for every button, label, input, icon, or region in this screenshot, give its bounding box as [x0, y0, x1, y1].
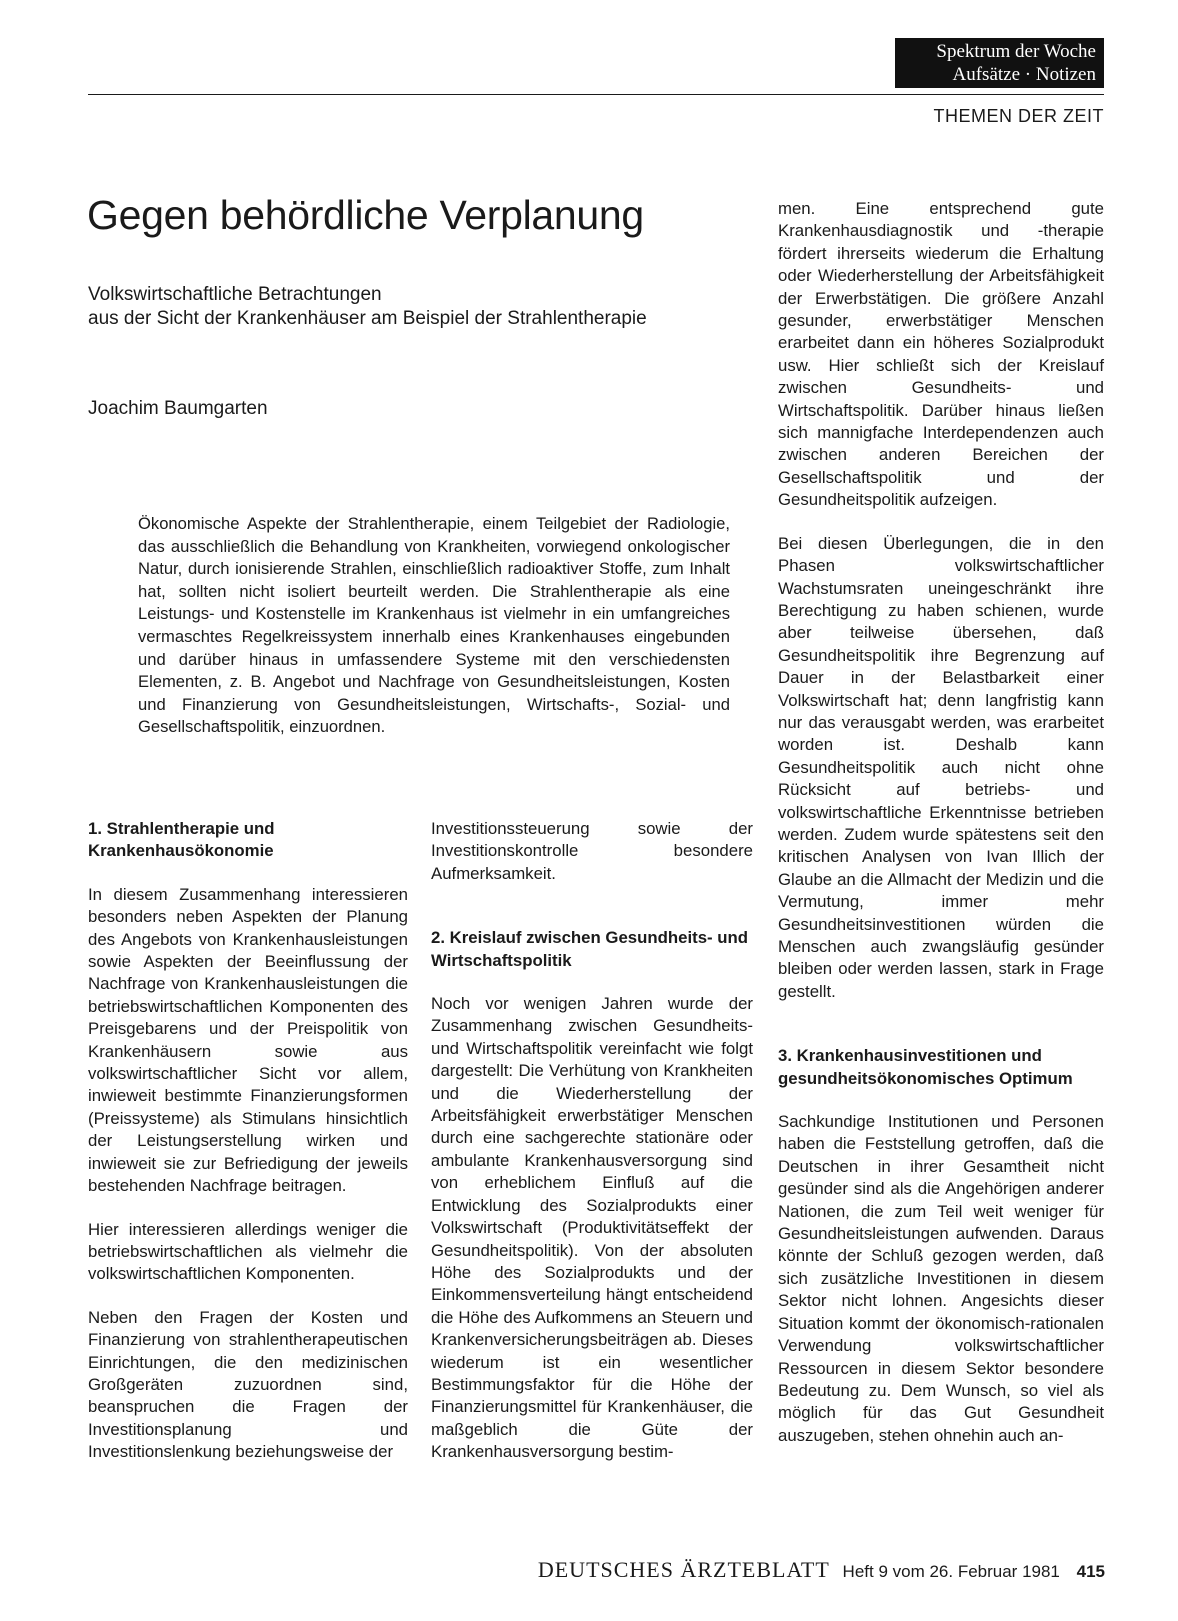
column-2 [431, 818, 753, 1485]
paragraph: Bei diesen Überlegungen, die in den Phasen volkswirtschaftlicher Wachstumsraten uneingeschränkt ihre Berechtigung zu haben schienen, wurde aber teilweise übersehen, daß Gesundheitspolitik ihre Begrenzung auf Dauer in der Belastbarkeit einer Volkswirtschaft hat; denn langfristig kann nur das verausgabt werden, was erarbeitet worden ist. Deshalb kann Gesundheitspolitik auch nicht ohne Rücksicht auf betriebs- und volkswirtschaftliche Erkenntnisse betrieben werden. Zudem wurde spätestens seit den kritischen Analysen von Ivan Illich der Glaube an die Allmacht der Medizin und die Vermutung, immer mehr Gesundheitsinvestitionen würden die Menschen auch zwangsläufig gesünder bleiben oder werden lassen, stark in Frage gestellt. [778, 533, 1104, 1001]
article-title: Gegen behördliche Verplanung [87, 192, 644, 238]
header-rule [88, 94, 1104, 95]
column-3 [778, 198, 1104, 1468]
paragraph: Investitionssteuerung sowie der Investitionskontrolle besondere Aufmerksamkeit. [431, 819, 753, 883]
issue-info: Heft 9 vom 26. Februar 1981 [842, 1562, 1060, 1581]
section-heading-1: 1. Strahlentherapie und Krankenhausökonomie [88, 819, 275, 861]
badge-line-1: Spektrum der Woche [936, 41, 1096, 62]
paragraph: men. Eine entsprechend gute Krankenhausdiagnostik und -therapie fördert ihrerseits wiederum die Erhaltung oder Wiederherstellung der Arbeitsfähigkeit der Erwerbstätigen. Die größere Anzahl gesunder, erwerbstätiger Menschen erarbeitet dann ein höheres Sozialprodukt usw. Hier schließt sich der Kreislauf zwischen Gesundheits- und Wirtschaftspolitik. Darüber hinaus ließen sich mannigfache Interdependenzen auch zwischen anderen Bereichen der Gesellschaftspolitik und der Gesundheitspolitik aufzeigen. [778, 199, 1104, 510]
article-subtitle [88, 283, 768, 331]
badge-line-2: Aufsätze · Notizen [952, 64, 1096, 85]
section-heading-2: 2. Kreislauf zwischen Gesundheits- und Wirtschaftspolitik [431, 928, 749, 970]
paragraph: In diesem Zusammenhang interessieren besonders neben Aspekten der Planung des Angebots von Krankenhausleistungen sowie Aspekten der Beeinflussung der Nachfrage von Krankenhausleistungen die betriebswirtschaftlichen Komponenten des Preisgebarens und der Preispolitik von Krankenhäusern sowie aus volkswirtschaftlicher Sicht vor allem, inwieweit bestimmte Finanzierungsformen (Preissysteme) als Stimulans hinsichtlich der Leistungserstellung wirken und inwieweit sie zur Befriedigung der jeweils bestehenden Nachfrage beitragen. [88, 884, 408, 1196]
section-heading-3: 3. Krankenhausinvestitionen und gesundheitsökonomisches Optimum [778, 1046, 1073, 1088]
subtitle-line-1: Volkswirtschaftliche Betrachtungen [88, 284, 382, 305]
column-1 [88, 818, 408, 1485]
section-label: THEMEN DER ZEIT [933, 106, 1104, 126]
paragraph: Hier interessieren allerdings weniger die betriebswirtschaftlichen als vielmehr die volkswirtschaftlichen Komponenten. [88, 1219, 408, 1284]
article-author: Joachim Baumgarten [88, 398, 268, 419]
paragraph: Noch vor wenigen Jahren wurde der Zusammenhang zwischen Gesundheits- und Wirtschaftspolitik vereinfacht wie folgt dargestellt: Die Verhütung von Krankheiten und die Wiederherstellung der Arbeitsfähigkeit erwerbstätiger Menschen durch eine sachgerechte stationäre oder ambulante Krankenhausversorgung sind von erheblichem Einfluß auf die Entwicklung des Sozialprodukts einer Volkswirtschaft (Produktivitätseffekt der Gesundheitspolitik). Von der absoluten Höhe des Sozialprodukts und der Einkommensverteilung hängt entscheidend die Höhe des Aufkommens an Steuern und Krankenversicherungsbeiträgen ab. Dieses wiederum ist ein wesentlicher Bestimmungsfaktor für die Höhe der Finanzierungsmittel für Krankenhäuser, die maßgeblich die Güte der Krankenhausversorgung bestim- [431, 994, 753, 1462]
article-abstract: Ökonomische Aspekte der Strahlentherapie, einem Teilgebiet der Radiologie, das ausschließlich die Behandlung von Krankheiten, vorwiegend onkologischer Natur, durch ionisierende Strahlen, einschließlich radioaktiver Stoffe, zum Inhalt hat, sollten nicht isoliert beurteilt werden. Die Strahlentherapie als eine Leistungs- und Kostenstelle im Krankenhaus ist vielmehr in ein umfangreiches vermaschtes Regelkreissystem innerhalb eines Krankenhauses eingebunden und darüber hinaus in umfassendere Systeme mit den verschiedensten Elementen, z. B. Angebot und Nachfrage von Gesundheitsleistungen, Kosten und Finanzierung von Gesundheitsleistungen, Wirtschafts-, Sozial- und Gesellschaftspolitik, einzuordnen. [138, 514, 730, 737]
subtitle-line-2: aus der Sicht der Krankenhäuser am Beispiel der Strahlentherapie [88, 308, 647, 329]
paragraph: Sachkundige Institutionen und Personen haben die Feststellung getroffen, daß die Deutschen in ihrer Gesamtheit nicht gesünder sind als die Angehörigen anderer Nationen, die zum Teil weit weniger für Gesundheitsleistungen aufwenden. Daraus könnte der Schluß gezogen werden, daß sich zusätzliche Investitionen in diesem Sektor nicht lohnen. Angesichts dieser Situation kommt der ökonomisch-rationalen Verwendung volkswirtschaftlicher Ressourcen in diesem Sektor besondere Bedeutung zu. Dem Wunsch, so viel als möglich für das Gut Gesundheit auszugeben, stehen ohnehin auch an- [778, 1112, 1104, 1445]
section-badge [895, 38, 1104, 88]
paragraph: Neben den Fragen der Kosten und Finanzierung von strahlentherapeutischen Einrichtungen, die den medizinischen Großgeräten zuzuordnen sind, beanspruchen die Fragen der Investitionsplanung und Investitionslenkung beziehungsweise der [88, 1307, 408, 1462]
page-number: 415 [1076, 1562, 1105, 1581]
page-footer [460, 1557, 1105, 1583]
journal-name: DEUTSCHES ÄRZTEBLATT [537, 1557, 830, 1582]
